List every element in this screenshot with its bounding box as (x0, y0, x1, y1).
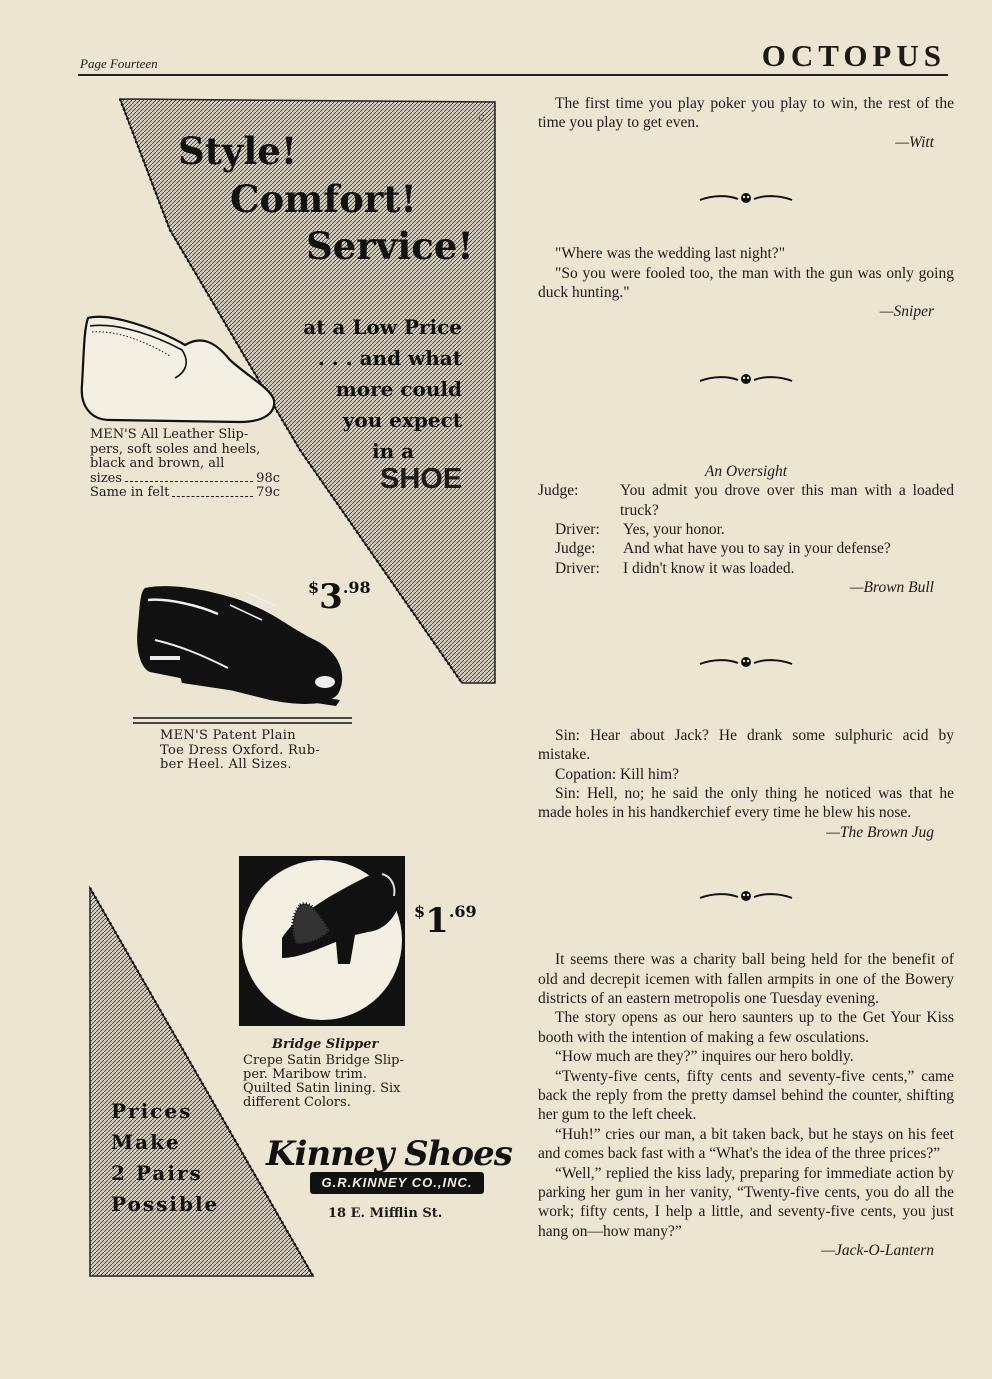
oxford-description (160, 729, 330, 773)
dialogue-speaker: Driver: (555, 521, 600, 539)
dialogue-text: And what have you to say in your defense? (623, 540, 891, 558)
slipper-sizes-row (90, 472, 280, 487)
joke-sin-line3: Sin: Hell, no; he said the only thing he noticed was that he made holes in his handkerchief every time he blew his nose. (538, 784, 954, 822)
joke-charity-paragraph: “Well,” replied the kiss lady, preparing for immediate action by parking her gum in her vanity, “Twenty-five cents, you do all the work; fifty cents, I help a little, and seventy-five cents, you just hang on—how many?” (538, 1164, 954, 1240)
store-address: 18 E. Mifflin St. (328, 1206, 443, 1221)
bridge-slipper-description (243, 1054, 413, 1110)
jokes-column (538, 94, 954, 1261)
oxford-price (308, 577, 371, 617)
joke-charity-paragraph: The story opens as our hero saunters up to the Get Your Kiss booth with the intention of making a few osculations. (538, 1009, 954, 1046)
dialogue-line (538, 520, 954, 539)
price-cents: .98 (342, 578, 371, 597)
joke-charity-paragraph: “How much are they?” inquires our hero boldly. (555, 1048, 854, 1066)
ad-subhead-line: at a Low Price (303, 315, 462, 339)
price-cents: .69 (448, 902, 477, 921)
prices-slogan-line: 2 Pairs (111, 1161, 203, 1185)
dialogue-text: I didn't know it was loaded. (623, 559, 795, 577)
slipper-line: MEN'S All Leather Slip- (90, 427, 249, 442)
oxford-line: Toe Dress Oxford. Rub- (160, 742, 321, 758)
joke-charity-paragraph: It seems there was a charity ball being held for the benefit of old and decrepit icemen with fallen armpits in one of the Bowery districts of an eastern metropolis one Tuesday evening. (538, 951, 954, 1007)
leader-dots (172, 486, 253, 497)
page-number-label: Page Fourteen (80, 56, 158, 71)
slipper-description (90, 428, 280, 501)
bridge-slipper-price (414, 901, 477, 941)
joke-wedding-signature: —Sniper (879, 303, 934, 321)
ornament-divider (538, 598, 954, 726)
ad-headline-service: Service! (306, 224, 474, 268)
joke-charity-signature: —Jack-O-Lantern (821, 1242, 934, 1260)
slipper-sizes-price: 98c (256, 470, 280, 486)
prices-slogan-line: Make (111, 1130, 181, 1154)
dialogue-speaker: Judge: (538, 482, 579, 500)
ornament-divider (538, 322, 954, 468)
dialogue-speaker: Judge: (555, 540, 596, 558)
skull-ornament-icon (698, 655, 794, 669)
slipper-line: pers, soft soles and heels, (90, 441, 261, 457)
joke-sin-line2: Copation: Kill him? (555, 765, 679, 783)
dialogue-text: You admit you drove over this man with a loaded truck? (620, 482, 954, 519)
joke-charity-paragraph: “Huh!” cries our man, a bit taken back, but he stays on his feet and comes back fast with a “What's the idea of the three prices?” (538, 1125, 954, 1163)
kinney-logo-band: G.R.KINNEY CO.,INC. (321, 1175, 473, 1190)
dialogue-text: Yes, your honor. (623, 521, 725, 539)
ad-shoe-word: SHOE (380, 463, 463, 495)
joke-wedding-line1: "Where was the wedding last night?" (555, 245, 786, 263)
prices-slogan-line: Possible (111, 1192, 220, 1216)
joke-sin-line1: Sin: Hear about Jack? He drank some sulphuric acid by mistake. (538, 726, 954, 764)
ad-subhead (300, 312, 462, 467)
kinney-logo-script: Kinney Shoes (266, 1134, 512, 1174)
joke-poker-signature: —Witt (895, 133, 934, 151)
dialogue-line (538, 539, 954, 558)
bridge-slipper-title: Bridge Slipper (272, 1037, 379, 1052)
bridge-slipper-framed-illustration (239, 856, 405, 1026)
slipper-felt-label: Same in felt (90, 485, 170, 500)
joke-oversight-signature: —Brown Bull (849, 579, 934, 597)
joke-sin-signature: —The Brown Jug (826, 823, 934, 841)
price-main: 1 (425, 901, 449, 941)
prices-slogan-line: Prices (111, 1099, 193, 1123)
ad-subhead-line: more could (335, 377, 462, 401)
skull-ornament-icon (698, 191, 794, 205)
slipper-line: black and brown, all (90, 456, 225, 471)
price-dollar-sign: $ (308, 578, 320, 597)
ornament-divider (538, 152, 954, 244)
prices-slogan (111, 1096, 219, 1220)
bridge-line: per. Maribow trim. (243, 1067, 367, 1082)
dialogue-line (538, 559, 954, 578)
skull-ornament-icon (698, 372, 794, 386)
ad-subhead-line: in a (372, 439, 415, 463)
skull-ornament-icon (698, 889, 794, 903)
price-main: 3 (319, 577, 343, 617)
oxford-line: MEN'S Patent Plain (160, 728, 296, 743)
svg-text:c: c (478, 110, 485, 124)
slipper-felt-price: 79c (256, 485, 280, 500)
ad-subhead-line: you expect (342, 408, 462, 432)
joke-wedding-line2: "So you were fooled too, the man with the gun was only going duck hunting." (538, 264, 954, 302)
bridge-line: Crepe Satin Bridge Slip- (243, 1053, 404, 1068)
leader-dots (125, 472, 253, 483)
joke-charity-paragraph: “Twenty-five cents, fifty cents and seventy-five cents,” came back the reply from the pretty damsel behind the counter, shifting her gum to the left cheek. (538, 1067, 954, 1124)
ad-headline-comfort: Comfort! (230, 177, 417, 221)
joke-poker-text: The first time you play poker you play to win, the rest of the time you play to get even. (538, 95, 954, 132)
slipper-felt-row (90, 486, 280, 501)
bridge-line: different Colors. (243, 1095, 351, 1110)
ad-subhead-line: . . . and what (317, 346, 462, 370)
masthead-title: OCTOPUS (761, 38, 946, 73)
bridge-line: Quilted Satin lining. Six (243, 1081, 401, 1096)
ornament-divider (538, 842, 954, 950)
price-dollar-sign: $ (414, 902, 426, 921)
oxford-line: ber Heel. All Sizes. (160, 757, 292, 772)
ad-headline-style: Style! (178, 129, 298, 173)
dialogue-line (538, 481, 954, 520)
dialogue-speaker: Driver: (555, 559, 600, 577)
joke-oversight-title: An Oversight (704, 462, 788, 480)
slipper-sizes-label: sizes (90, 470, 123, 486)
